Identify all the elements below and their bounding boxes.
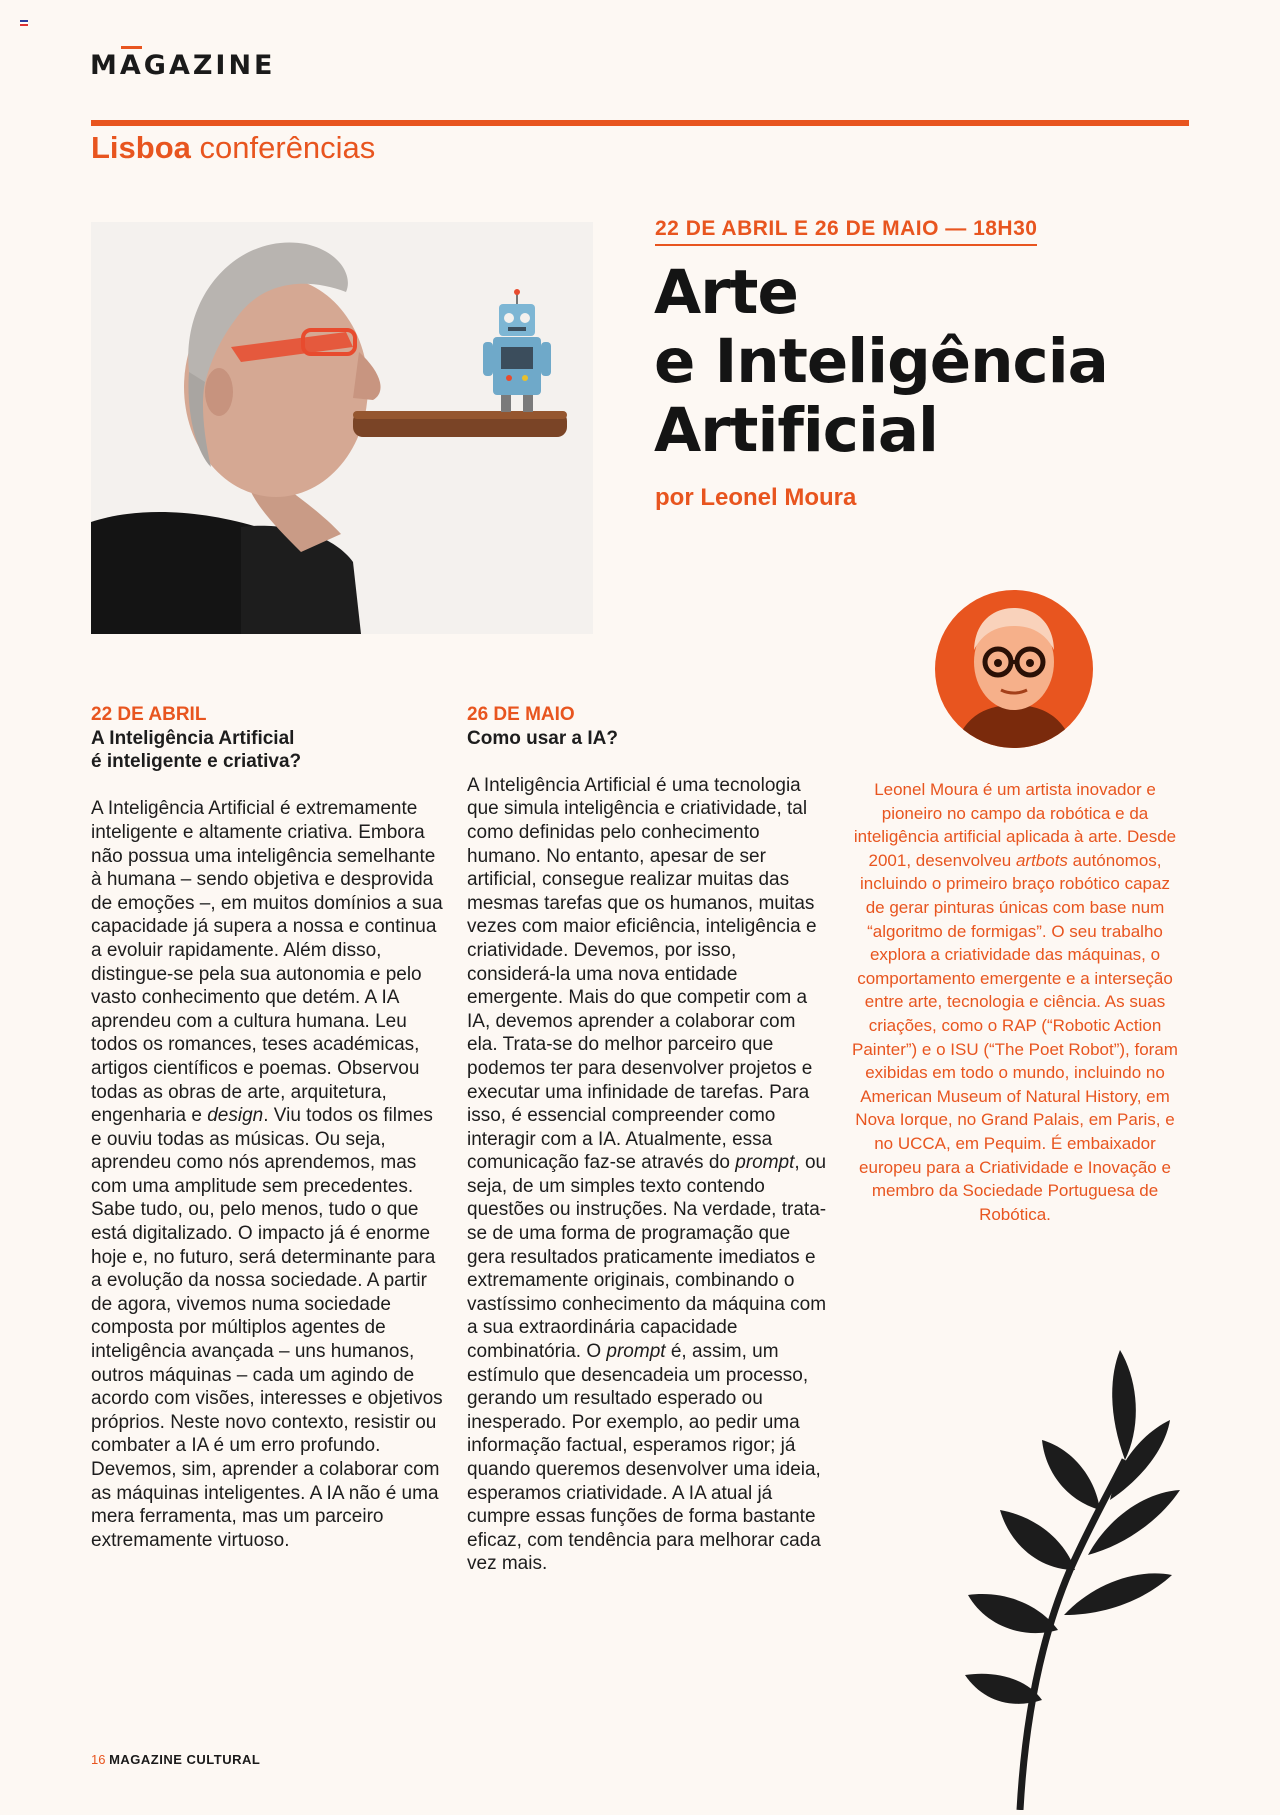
body-text: , ou seja, de um simples texto contendo questões ou instruções. Na verdade, trata-se de uma forma de programação que gera resultados praticamente imediatos e extremamente originais, combinando o vastíssimo conhecimento da máquina com a sua extraordinária capacidade combinatória. O <box>467 1152 827 1363</box>
body-text: . Viu todos os filmes e ouviu todas as músicas. Ou seja, aprendeu como nós aprendemos, mas com uma amplitude sem precedentes. Sabe tudo, ou, pelo menos, tudo o que está digitalizado. O impacto já é enorme hoje e, no futuro, será determinante para a evolução da nossa sociedade. A partir de agora, vivemos numa sociedade composta por múltiplos agentes de inteligência avançada – uns humanos, outros máquinas – cada um agindo de acordo com visões, interesses e objetivos próprios. Neste novo contexto, resistir ou combater a IA é um erro profundo. Devemos, sim, aprender a colaborar com as máquinas inteligentes. A IA não é uma mera ferramenta, mas um parceiro extremamente virtuoso. <box>91 1105 443 1551</box>
column-body <box>467 774 827 1576</box>
article-column-2 <box>467 703 827 1576</box>
subtitle-line: Como usar a IA? <box>467 727 618 749</box>
section-city: Lisboa <box>91 130 191 165</box>
author-portrait <box>935 590 1093 748</box>
author-bio <box>850 778 1180 1226</box>
section-heading <box>91 130 375 166</box>
masthead-rest: GAZINE <box>143 50 276 81</box>
header-rule <box>91 120 1189 126</box>
masthead-logo <box>90 50 276 81</box>
subtitle-line: A Inteligência Artificial <box>91 727 295 749</box>
body-italic: design <box>207 1105 264 1127</box>
column-date: 26 DE MAIO <box>467 704 575 725</box>
event-dateline: 22 DE ABRIL E 26 DE MAIO — 18H30 <box>655 217 1037 246</box>
article-title <box>654 258 1214 465</box>
column-body <box>91 797 446 1552</box>
plant-silhouette <box>960 1340 1200 1810</box>
bio-text: Leonel Moura é um artista inovador e pioneiro no campo da robótica e da inteligência artificial aplicada à arte. Desde 2001, desenvolveu <box>853 780 1177 870</box>
subtitle-line: é inteligente e criativa? <box>91 751 302 773</box>
bio-text: autónomos, incluindo o primeiro braço robótico capaz de gerar pinturas únicas com base num “algoritmo de formigas”. O seu trabalho explora a criatividade das máquinas, o comportamento emergente e a interseção entre arte, tecnologia e ciência. As suas criações, como o RAP (“Robotic Action Painter”) e o ISU (“The Poet Robot”), foram exibidas em todo o mundo, incluindo no American Museum of Natural History, em Nova Iorque, no Grand Palais, em Paris, e no UCCA, em Pequim. É embaixador europeu para a Criatividade e Inovação e membro da Sociedade Portuguesa de Robótica. <box>852 850 1178 1224</box>
flag-icon <box>20 20 28 26</box>
body-text: é, assim, um estímulo que desencadeia um processo, gerando um resultado esperado ou inesperado. Por exemplo, ao pedir uma informação factual, esperamos rigor; já quando queremos desenvolver uma ideia, esperamos criatividade. A IA atual já cumpre essas funções de forma bastante eficaz, com tendência para melhorar cada vez mais. <box>467 1341 821 1575</box>
body-italic: prompt <box>606 1341 666 1363</box>
bio-italic: artbots <box>1015 850 1068 870</box>
body-text: A Inteligência Artificial é extremamente inteligente e altamente criativa. Embora não possua uma inteligência semelhante à humana – sendo objetiva e desprovida de emoções –, em muitos domínios a sua capacidade já supera a nossa e continua a evoluir rapidamente. Além disso, distingue-se pela sua autonomia e pelo vasto conhecimento que detém. A IA aprendeu com a cultura humana. Leu todos os romances, teses académicas, artigos científicos e poemas. Observou todas as obras de arte, arquitetura, engenharia e <box>91 798 443 1127</box>
title-line: e Inteligência <box>654 326 1108 397</box>
title-line: Artificial <box>654 395 938 466</box>
page-number: 16 <box>91 1752 106 1767</box>
publication-name: MAGAZINE CULTURAL <box>109 1752 261 1767</box>
article-column-1 <box>91 703 446 1552</box>
column-date: 22 DE ABRIL <box>91 704 207 725</box>
article-byline: por Leonel Moura <box>655 484 857 511</box>
masthead-letter-m: M <box>90 50 120 81</box>
page-footer <box>91 1752 260 1767</box>
body-italic: prompt <box>735 1152 795 1174</box>
masthead-letter-a: A <box>119 50 144 81</box>
hero-photo <box>91 222 593 634</box>
column-subtitle <box>91 727 446 774</box>
column-subtitle <box>467 727 827 751</box>
body-text: A Inteligência Artificial é uma tecnologia que simula inteligência e criatividade, tal como definidas pelo conhecimento humano. No entanto, apesar de ser artificial, consegue realizar muitas das mesmas tarefas que os humanos, muitas vezes com maior eficiência, inteligência e criatividade. Devemos, por isso, considerá-la uma nova entidade emergente. Mais do que competir com a IA, devemos aprender a colaborar com ela. Trata-se do melhor parceiro que podemos ter para desenvolver projetos e executar uma infinidade de tarefas. Para isso, é essencial compreender como interagir com a IA. Atualmente, essa comunicação faz-se através do <box>467 774 817 1174</box>
title-line: Arte <box>654 257 798 328</box>
section-category: conferências <box>199 130 376 165</box>
